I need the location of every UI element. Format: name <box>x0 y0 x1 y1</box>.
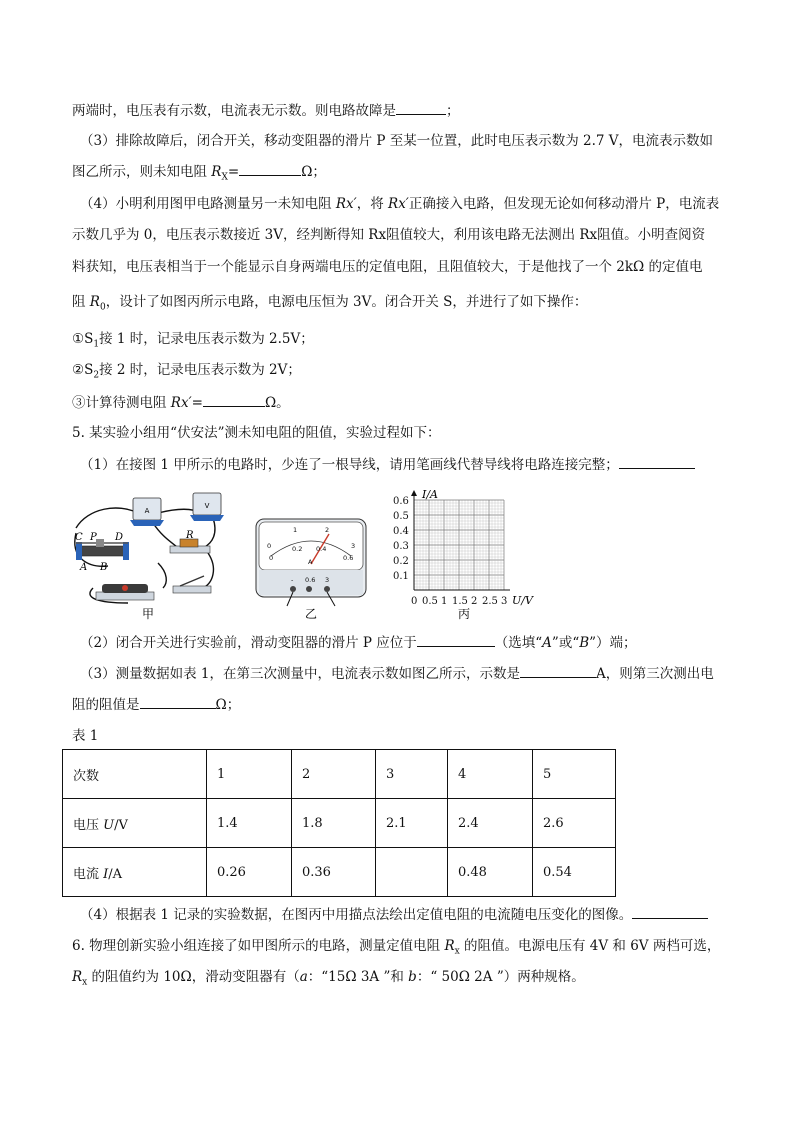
table-cell: 0.54 <box>533 848 616 897</box>
text-line-13: （2）闭合开关进行实验前，滑动变阻器的滑片 P 应位于 （选填“A”或“B”）端； <box>80 632 637 653</box>
question-5-title: 5. 某实验小组用“伏安法”测未知电阻的阻值，实验过程如下： <box>72 425 441 441</box>
table-cell: 5 <box>533 750 616 799</box>
figure-yi-caption: 乙 <box>304 607 318 621</box>
text-line-10: ③计算待测电阻 Rx′= Ω。 <box>72 392 290 413</box>
table-cell: 4 <box>448 750 533 799</box>
text-line-14: （3）测量数据如表 1，在第三次测量中，电流表示数如图乙所示，示数是 A，则第三次测出电 <box>80 663 714 684</box>
table-cell: 1.8 <box>292 799 376 848</box>
x-tick-label: 3 <box>501 596 508 607</box>
x-tick-label: 0.5 <box>422 596 438 607</box>
dial-bottom-tick-3: 0.6 <box>343 554 354 562</box>
table-row <box>63 848 616 897</box>
dial-top-tick-3: 3 <box>351 542 356 550</box>
answer-blank-resistance[interactable] <box>140 694 216 709</box>
figure-bing-grid <box>384 486 544 622</box>
y-tick-label: 0.4 <box>393 526 409 537</box>
y-axis-label: I/A <box>422 488 438 501</box>
grid-lines <box>414 500 504 590</box>
question-6-title: 6. 物理创新实验小组连接了如甲图所示的电路，测量定值电阻 $R_x$ 的阻值。电源电压有 4V 和 6V 两档可选， <box>72 938 721 957</box>
dial-top-tick-2: 2 <box>325 526 330 534</box>
answer-blank-fault[interactable] <box>396 100 446 115</box>
table-cell: 0.48 <box>448 848 533 897</box>
figure-jia-caption: 甲 <box>141 607 155 620</box>
text-line-9: $②S_2$接 2 时，记录电压表示数为 2V； <box>72 362 301 381</box>
table-cell: 1.4 <box>207 799 292 848</box>
text-line-15: 阻的阻值是 Ω； <box>72 694 240 715</box>
x-tick-label: 1 <box>441 596 448 607</box>
rheostat-body <box>80 546 125 556</box>
answer-blank-current[interactable] <box>520 663 596 678</box>
y-tick-label: 0.2 <box>393 556 409 567</box>
terminal-3 <box>324 586 330 592</box>
text-line-8: $①S_1$接 1 时，记录电压表示数为 2.5V； <box>72 331 314 350</box>
figure-yi-ammeter <box>255 518 367 622</box>
rheostat-label-c: C <box>75 532 83 543</box>
x-axis-label: U/V <box>512 594 533 607</box>
table-cell: 2.4 <box>448 799 533 848</box>
text-line-12: （1）在接图 1 甲所示的电路时，少连了一根导线，请用笔画线代替导线将电路连接完整； <box>80 454 695 475</box>
table-row <box>63 750 616 799</box>
y-tick-label: 0.3 <box>393 541 409 552</box>
text-line-6: 料获知，电压表相当于一个能显示自身两端电压的定值电阻，且阻值较大，于是他找了一个 2kΩ 的定值电 <box>72 259 703 275</box>
dial-top-tick-1: 1 <box>293 526 298 534</box>
x-tick-label: 2 <box>471 596 478 607</box>
rheostat-label-p: P <box>90 532 97 543</box>
table-row <box>63 799 616 848</box>
figure-jia-circuit <box>68 488 243 620</box>
table-cell: 电流 I/A <box>63 848 207 897</box>
terminal-minus <box>290 586 296 592</box>
switch-base <box>173 586 211 593</box>
rheostat-label-a: A <box>80 562 88 573</box>
x-tick-label: 0 <box>411 596 418 607</box>
voltmeter-label: V <box>204 502 210 510</box>
answer-blank-wire[interactable] <box>619 454 695 469</box>
table-cell: 3 <box>376 750 448 799</box>
rheostat-label-b: B <box>100 562 108 573</box>
text-line-3: 图乙所示，则未知电阻 $R_X= \Omega$； <box>72 161 326 188</box>
table-cell <box>376 848 448 897</box>
text-line-7: 阻 $R_0$，设计了如图丙所示电路，电源电压恒为 3V。闭合开关 S，并进行了如下操作： <box>72 294 588 313</box>
terminal-label-3: 3 <box>325 576 330 584</box>
dial-top-tick-0: 0 <box>267 542 272 550</box>
y-tick-label: 0.6 <box>393 496 409 507</box>
x-tick-label: 1.5 <box>452 596 468 607</box>
dial-unit-label: A <box>308 558 313 566</box>
terminal-06 <box>306 586 312 592</box>
x-tick-label: 2.5 <box>482 596 498 607</box>
table-cell: 电压 U/V <box>63 799 207 848</box>
answer-blank-rx[interactable] <box>239 161 301 176</box>
table-cell: 2.6 <box>533 799 616 848</box>
answer-blank-slider-end[interactable] <box>417 632 495 647</box>
resistor-label: R <box>186 530 194 541</box>
battery-base <box>96 592 154 600</box>
table-1-title: 表 1 <box>72 728 99 744</box>
ammeter-label: A <box>144 507 150 515</box>
text-line-5: 示数几乎为 0，电压表示数接近 3V，经判断得知 Rx阻值较大，利用该电路无法测出 Rx阻值。小明查阅资 <box>72 227 706 243</box>
rheostat-label-d: D <box>115 532 124 543</box>
text-line-4: （4）小明利用图甲电路测量另一未知电阻 Rx′，将 Rx′正确接入电路，但发现无论如何移动滑片 P，电流表 <box>80 196 720 212</box>
figure-bing-caption: 丙 <box>457 607 471 621</box>
text-line-17: （4）根据表 1 记录的实验数据，在图丙中用描点法绘出定值电阻的电流随电压变化的图像。 <box>80 904 708 925</box>
dial-bottom-tick-1: 0.2 <box>292 545 303 553</box>
table-cell: 2.1 <box>376 799 448 848</box>
table-1 <box>62 749 616 897</box>
dial-bottom-tick-0: 0 <box>269 554 274 562</box>
table-cell: 次数 <box>63 750 207 799</box>
answer-blank-rx-prime[interactable] <box>203 392 265 407</box>
table-cell: 0.26 <box>207 848 292 897</box>
y-tick-label: 0.1 <box>393 571 409 582</box>
terminal-label-06: 0.6 <box>305 576 316 584</box>
table-cell: 1 <box>207 750 292 799</box>
table-cell: 2 <box>292 750 376 799</box>
answer-blank-graph[interactable] <box>632 904 708 919</box>
terminal-label-minus: - <box>291 576 294 584</box>
y-tick-label: 0.5 <box>393 511 409 522</box>
dial-bottom-tick-2: 0.4 <box>316 545 327 553</box>
text-line-1: 两端时，电压表有示数，电流表无示数。则电路故障是 ； <box>72 100 460 121</box>
text-line-2: （3）排除故障后，闭合开关，移动变阻器的滑片 P 至某一位置，此时电压表示数为 2.7 V，电流表示数如 <box>80 133 714 149</box>
text-line-19: $R_x$ 的阻值约为 10Ω，滑动变阻器有（a：“15Ω 3A ”和 b：“ 50Ω 2A ”）两种规格。 <box>72 969 585 988</box>
table-cell: 0.36 <box>292 848 376 897</box>
